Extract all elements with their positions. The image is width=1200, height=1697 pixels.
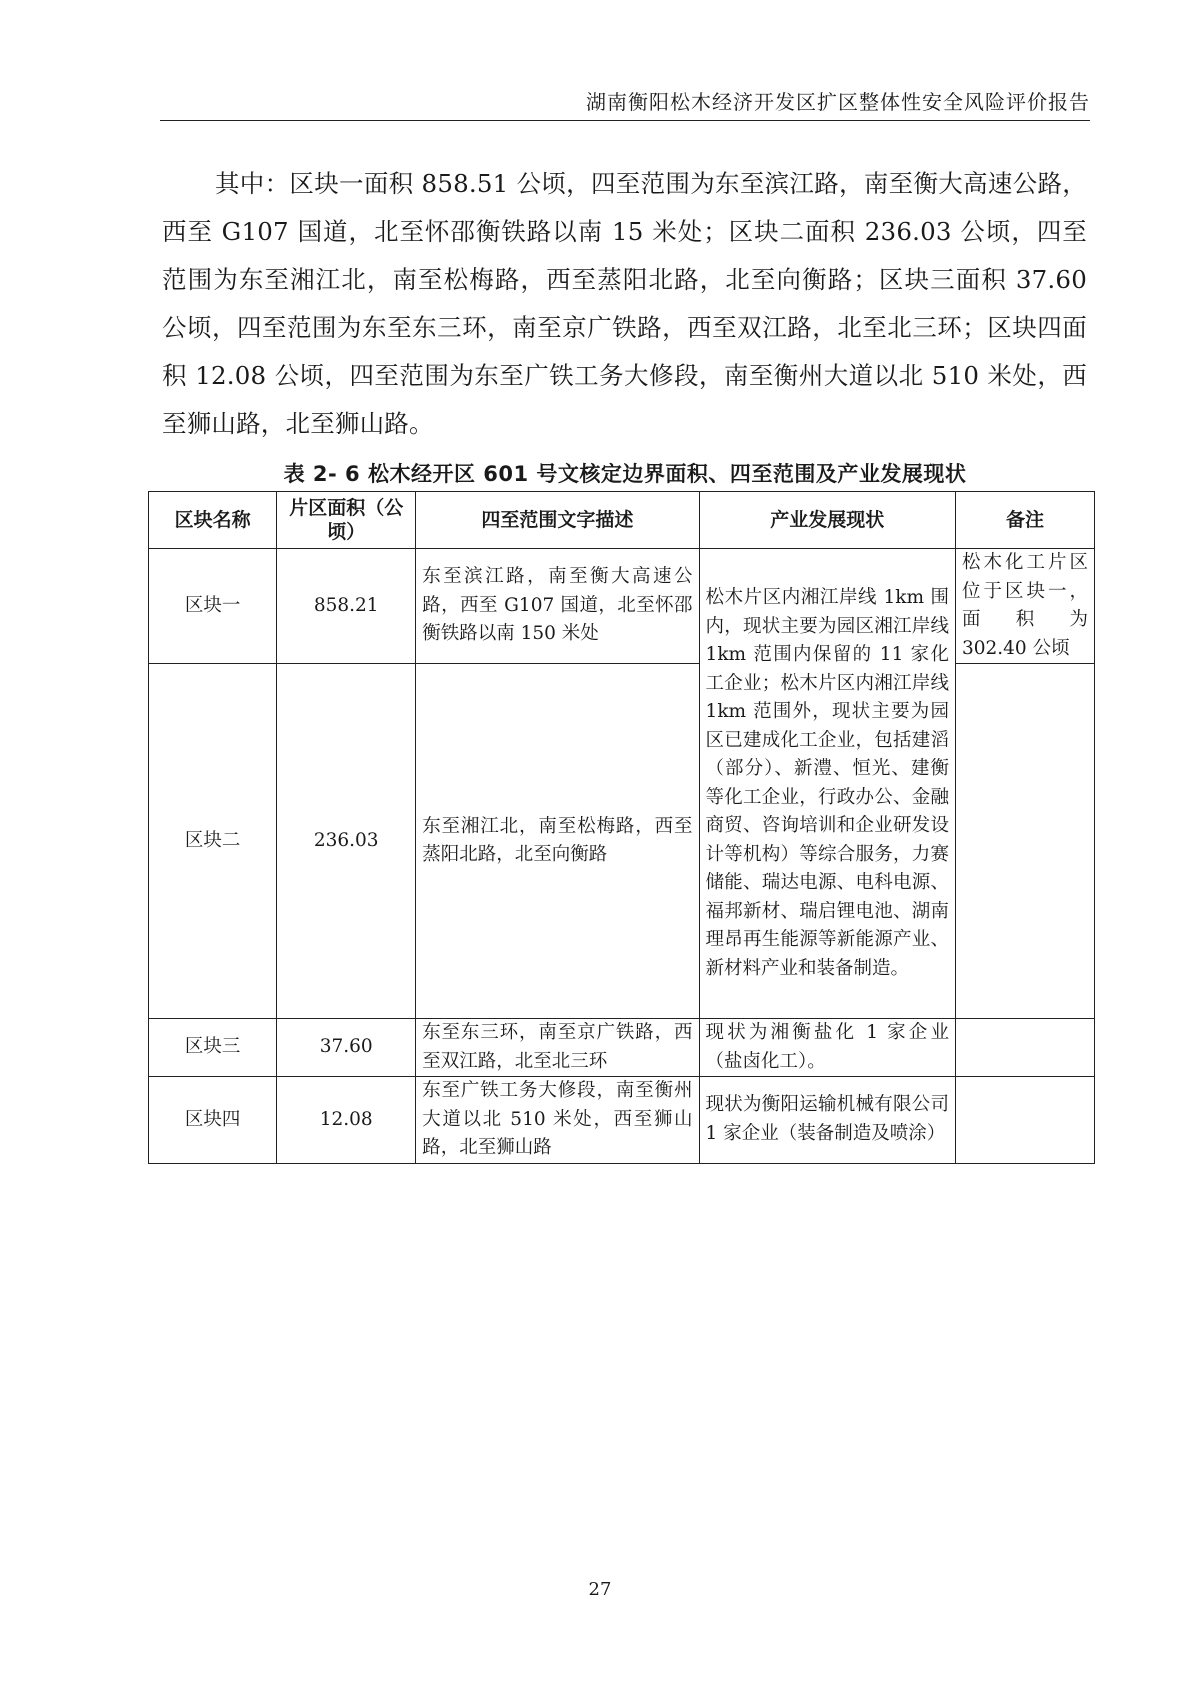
block-industry-cell: 现状为湘衡盐化 1 家企业（盐卤化工）。 [699, 1019, 955, 1077]
table-caption: 表 2- 6 松木经开区 601 号文核定边界面积、四至范围及产业发展现状 [283, 462, 967, 486]
table-row [149, 1019, 1095, 1077]
block-name-cell: 区块二 [149, 664, 277, 1019]
block-area-cell: 12.08 [277, 1077, 416, 1164]
intro-paragraph: 其中：区块一面积 858.51 公顷，四至范围为东至滨江路，南至衡大高速公路，西至 G107 国道，北至怀邵衡铁路以南 15 米处；区块二面积 236.03 公顷，四至范围为东至湘江北，南至松梅路，西至蒸阳北路，北至向衡路；区块三面积 37.60 公顷，四至范围为东至东三环，南至京广铁路，西至双江路，北至北三环；区块四面积 12.08 公顷，四至范围为东至广铁工务大修段，南至衡州大道以北 510 米处，西至狮山路，北至狮山路。 [162, 169, 1087, 438]
block-industry-cell: 现状为衡阳运输机械有限公司 1 家企业（装备制造及喷涂） [699, 1077, 955, 1164]
report-title: 湖南衡阳松木经济开发区扩区整体性安全风险评价报告 [586, 90, 1090, 114]
block-boundary-cell: 东至东三环，南至京广铁路，西至双江路，北至北三环 [416, 1019, 699, 1077]
header-note: 备注 [955, 492, 1094, 549]
block-area-cell: 37.60 [277, 1019, 416, 1077]
block-note-cell [955, 664, 1094, 1019]
block-note-cell: 松木化工片区位于区块一，面积为 302.40 公顷 [955, 549, 1094, 664]
table-row [149, 549, 1095, 664]
header-boundary: 四至范围文字描述 [416, 492, 699, 549]
boundary-table [148, 491, 1095, 1164]
block-name-cell: 区块一 [149, 549, 277, 664]
block-boundary-cell: 东至广铁工务大修段，南至衡州大道以北 510 米处，西至狮山路，北至狮山路 [416, 1077, 699, 1164]
block-note-cell [955, 1077, 1094, 1164]
block-boundary-cell: 东至滨江路，南至衡大高速公路，西至 G107 国道，北至怀邵衡铁路以南 150 米处 [416, 549, 699, 664]
table-row [149, 1077, 1095, 1164]
block-name-cell: 区块四 [149, 1077, 277, 1164]
block-name-cell: 区块三 [149, 1019, 277, 1077]
block-area-cell: 236.03 [277, 664, 416, 1019]
block-industry-cell: 松木片区内湘江岸线 1km 围内，现状主要为园区湘江岸线 1km 范围内保留的 11 家化工企业；松木片区内湘江岸线 1km 范围外，现状主要为园区已建成化工企业，包括建滔（部分）、新澧、恒光、建衡等化工企业，行政办公、金融商贸、咨询培训和企业研发设计等机构）等综合服务，力赛储能、瑞达电源、电科电源、福邦新材、瑞启锂电池、湖南理昂再生能源等新能源产业、新材料产业和装备制造。 [699, 549, 955, 1019]
header-industry: 产业发展现状 [699, 492, 955, 549]
page-header [160, 84, 1090, 121]
block-boundary-cell: 东至湘江北，南至松梅路，西至蒸阳北路，北至向衡路 [416, 664, 699, 1019]
header-area: 片区面积（公顷） [277, 492, 416, 549]
table-header-row [149, 492, 1095, 549]
header-block-name: 区块名称 [149, 492, 277, 549]
block-area-cell: 858.21 [277, 549, 416, 664]
page-number: 27 [588, 1579, 612, 1600]
block-note-cell [955, 1019, 1094, 1077]
